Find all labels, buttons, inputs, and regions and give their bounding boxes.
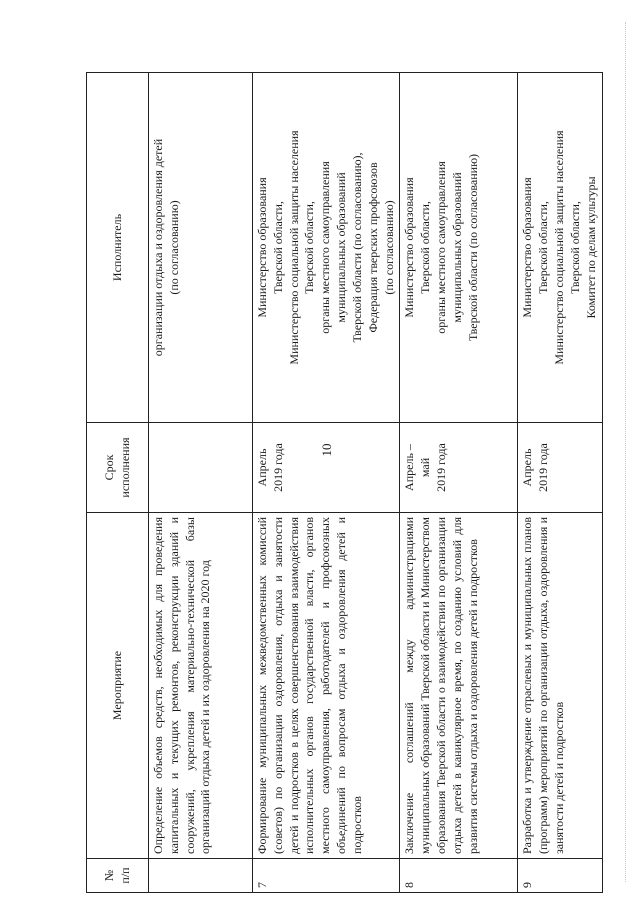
page-number: 10 [319, 443, 334, 457]
row-event: Определение объемов средств, необходимых для проведения капитальных и текущих ремонтов, реконструкции зданий и сооружений, укрепления материально-технической базы организаций отдыха детей и их оздоровления на 2020 год [149, 513, 253, 859]
row-event: Заключение соглашений между администрациями муниципальных образований Тверской области и Министерством образования Тверской области о взаимодействии по организации отдыха детей в каникулярное время, по созданию условий для развития системы отдыха и оздоровления детей и подростков [400, 513, 518, 859]
table-row [253, 73, 400, 893]
row-number: 7 [253, 859, 400, 893]
events-table [86, 72, 603, 893]
row-term [149, 423, 253, 513]
row-number: 9 [518, 859, 603, 893]
scan-edge-mark [625, 22, 632, 882]
row-executor: Министерство образования Тверской области, Министерство социальной защиты населения Тверской области, органы местного самоуправления муниципальных образований Тверской области (по согласованию), Федерация тверских профсоюзов (по согласованию) [253, 73, 400, 423]
table-row [400, 73, 518, 893]
row-executor: Министерство образования Тверской области, Министерство социальной защиты населения Тверской области, Комитет по делам культуры [518, 73, 603, 423]
row-term: Апрель 2019 года [253, 423, 400, 513]
row-executor: организации отдыха и оздоровления детей (по согласованию) [149, 73, 253, 423]
row-event: Разработка и утверждение отраслевых и муниципальных планов (программ) мероприятий по организации отдыха, оздоровления и занятости детей и подростков [518, 513, 603, 859]
table-row [518, 73, 603, 893]
header-num: № п/п [87, 859, 149, 893]
table-row [149, 73, 253, 893]
rotated-table-container [86, 73, 598, 893]
row-term: Апрель – май 2019 года [400, 423, 518, 513]
row-number [149, 859, 253, 893]
table-header-row [87, 73, 149, 893]
row-event: Формирование муниципальных межведомственных комиссий (советов) по организации оздоровления, отдыха и занятости детей и подростков в целях совершенствования взаимодействия исполнительных органов государственной власти, органов местного самоуправления, работодателей и профсоюзных объединений по вопросам отдыха и оздоровления детей и подростков [253, 513, 400, 859]
header-term: Срок исполнения [87, 423, 149, 513]
header-executor: Исполнитель [87, 73, 149, 423]
header-event: Мероприятие [87, 513, 149, 859]
row-executor: Министерство образования Тверской области, органы местного самоуправления муниципальных образований Тверской области (по согласованию) [400, 73, 518, 423]
row-term: Апрель 2019 года [518, 423, 603, 513]
row-number: 8 [400, 859, 518, 893]
